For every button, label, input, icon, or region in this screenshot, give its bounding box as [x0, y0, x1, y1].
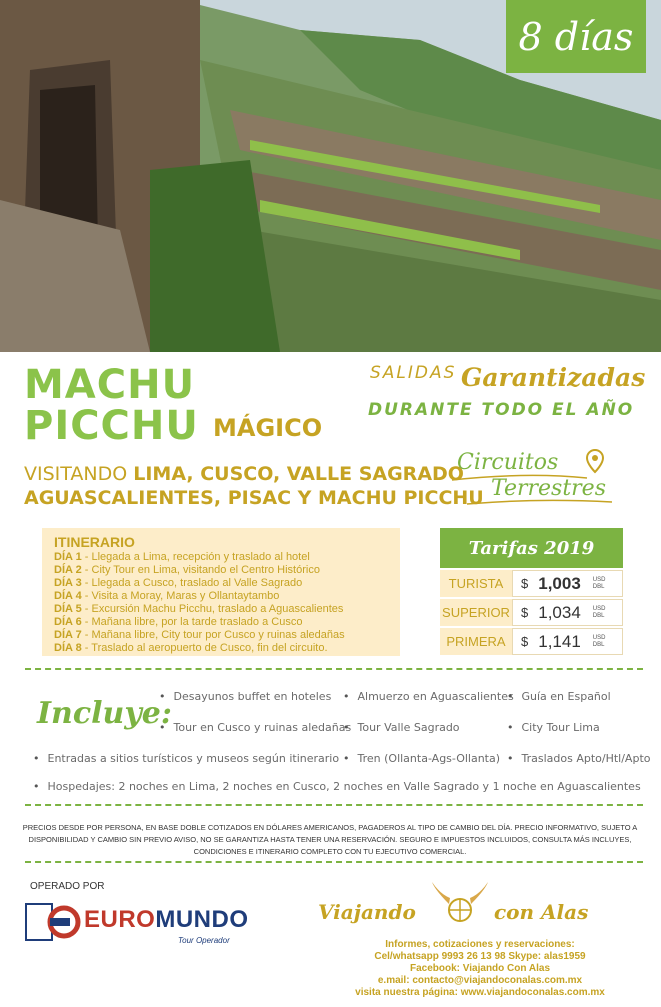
itinerary-row — [54, 590, 388, 603]
include-item: • Hospedajes: 2 noches en Lima, 2 noches en Cusco, 2 noches en Valle Sagrado y 1 noche en Aguascalientes — [33, 780, 641, 793]
salidas-label: SALIDAS — [370, 363, 457, 383]
brand-mundo: MUNDO — [155, 906, 249, 933]
map-pin-icon — [447, 448, 617, 510]
day-text: - Llegada a Cusco, traslado al Valle Sagrado — [81, 577, 303, 589]
rate-unit-currency: USD — [592, 634, 606, 641]
rate-category: TURISTA — [448, 576, 504, 591]
rate-unit-basis: DBL — [592, 612, 605, 619]
include-item: • City Tour Lima — [507, 721, 600, 734]
title-machu: MACHU — [24, 362, 196, 408]
contact-line: Informes, cotizaciones y reservaciones: — [385, 939, 575, 950]
itinerary-row — [54, 564, 388, 577]
rate-unit — [593, 635, 606, 649]
euromundo-logo — [22, 898, 249, 948]
fine-print: PRECIOS DESDE POR PERSONA, EN BASE DOBLE COTIZADOS EN DÓLARES AMERICANOS, PAGADEROS AL TIPO DE CAMBIO DEL DÍA. PRECIO INFORMATIVO, SUJETO A DISPONIBILIDAD Y CAMBIO SIN PREVIO AVISO, NO SE GARANTIZA HASTA TENER UNA RESERVACIÓN. SEGURO E IMPUESTOS INCLUIDOS, CONSULTA MÁS INCLUYES, CONDICIONES E ITINERARIO COMPLETO CON TU EJECUTIVO COMERCIAL. — [22, 823, 638, 856]
itinerary-row — [54, 577, 388, 590]
day-label: DÍA 5 — [54, 603, 82, 615]
include-item: • Entradas a sitios turísticos y museos según itinerario — [33, 752, 339, 765]
circuitos-line1: Circuitos — [457, 450, 559, 475]
rate-unit — [593, 606, 606, 620]
visitando-prefix: VISITANDO — [24, 463, 134, 485]
itinerary-title: ITINERARIO — [54, 534, 135, 550]
include-item: • Traslados Apto/Htl/Apto — [507, 752, 651, 765]
day-text: - City Tour en Lima, visitando el Centro Histórico — [81, 564, 320, 576]
day-label: DÍA 6 — [54, 616, 82, 628]
include-item: • Tour en Cusco y ruinas aledañas — [159, 721, 351, 734]
day-label: DÍA 8 — [54, 642, 82, 654]
agency-name-a: Viajando — [318, 900, 416, 924]
rate-price: 1,141 — [538, 631, 581, 651]
currency-symbol: $ — [521, 576, 529, 591]
day-text: - Llegada a Lima, recepción y traslado al hotel — [81, 551, 310, 563]
itinerary-row — [54, 603, 388, 616]
day-text: - Traslado al aeropuerto de Cusco, fin del circuito. — [81, 642, 328, 654]
rate-price: 1,003 — [538, 573, 581, 593]
brand-euro: EURO — [84, 906, 156, 933]
rate-row-superior — [440, 599, 623, 626]
includes-title: Incluye: — [37, 696, 172, 731]
day-text: - Mañana libre, City tour por Cusco y ruinas aledañas — [81, 629, 345, 641]
day-label: DÍA 3 — [54, 577, 82, 589]
include-item: • Desayunos buffet en hoteles — [159, 690, 331, 703]
day-text: - Excursión Machu Picchu, traslado a Aguascalientes — [81, 603, 344, 615]
euromundo-emblem-icon — [22, 898, 82, 948]
operated-by-label: OPERADO POR — [30, 881, 105, 892]
include-item: • Tren (Ollanta-Ags-Ollanta) — [343, 752, 500, 765]
contact-info — [310, 939, 650, 999]
euromundo-name — [84, 906, 249, 934]
duration-badge: 8 días — [506, 0, 646, 73]
agency-name-b: con Alas — [494, 900, 589, 924]
garantizadas-label: Garantizadas — [461, 363, 646, 392]
day-label: DÍA 7 — [54, 629, 82, 641]
itinerary-row — [54, 616, 388, 629]
include-item: • Tour Valle Sagrado — [343, 721, 460, 734]
visitando-text — [24, 462, 484, 510]
contact-line: Cel/whatsapp 9993 26 13 98 Skype: alas1959 — [374, 951, 586, 962]
rate-category: PRIMERA — [446, 634, 506, 649]
rate-unit-currency: USD — [592, 576, 606, 583]
contact-line: Facebook: Viajando Con Alas — [409, 963, 551, 974]
rate-value — [512, 599, 623, 626]
rates-table — [440, 528, 623, 658]
itinerary-row — [54, 629, 388, 642]
divider — [25, 861, 643, 863]
circuitos-line2: Terrestres — [491, 476, 606, 501]
rate-unit-basis: DBL — [592, 641, 605, 648]
day-label: DÍA 4 — [54, 590, 82, 602]
rate-row-turista — [440, 570, 623, 597]
rate-price: 1,034 — [538, 602, 581, 622]
rates-title: Tarifas 2019 — [440, 528, 623, 568]
rate-row-primera — [440, 628, 623, 655]
itinerary-box — [42, 528, 400, 656]
day-text: - Visita a Moray, Maras y Ollantaytambo — [81, 590, 280, 602]
currency-symbol: $ — [521, 634, 529, 649]
includes-box — [25, 668, 651, 806]
euromundo-subtitle: Tour Operador — [178, 936, 230, 945]
day-label: DÍA 1 — [54, 551, 82, 563]
rate-category: SUPERIOR — [442, 605, 510, 620]
include-item: • Guía en Español — [507, 690, 611, 703]
rate-unit-currency: USD — [592, 605, 606, 612]
itinerary-row — [54, 642, 388, 655]
rate-value — [512, 570, 623, 597]
rate-unit-basis: DBL — [592, 583, 605, 590]
rate-value — [512, 628, 623, 655]
itinerary-row — [54, 551, 388, 564]
rate-unit — [593, 577, 606, 591]
visitando-line2: AGUASCALIENTES, PISAC Y MACHU PICCHU — [24, 487, 484, 509]
visitando-line1: LIMA, CUSCO, VALLE SAGRADO — [133, 463, 464, 485]
circuitos-logo — [447, 448, 617, 510]
winged-globe-icon — [430, 880, 490, 930]
title-magico: MÁGICO — [213, 414, 323, 442]
currency-symbol: $ — [521, 605, 529, 620]
day-label: DÍA 2 — [54, 564, 82, 576]
hero-photo — [0, 0, 661, 352]
title-picchu: PICCHU — [24, 403, 199, 449]
agency-logo — [318, 880, 608, 930]
include-item: • Almuerzo en Aguascalientes — [343, 690, 514, 703]
day-text: - Mañana libre, por la tarde traslado a Cusco — [81, 616, 303, 628]
durante-label: DURANTE TODO EL AÑO — [368, 400, 635, 420]
contact-line: visita nuestra página: www.viajandoconalas.com.mx — [355, 987, 605, 998]
contact-line: e.mail: contacto@viajandoconalas.com.mx — [377, 975, 583, 986]
